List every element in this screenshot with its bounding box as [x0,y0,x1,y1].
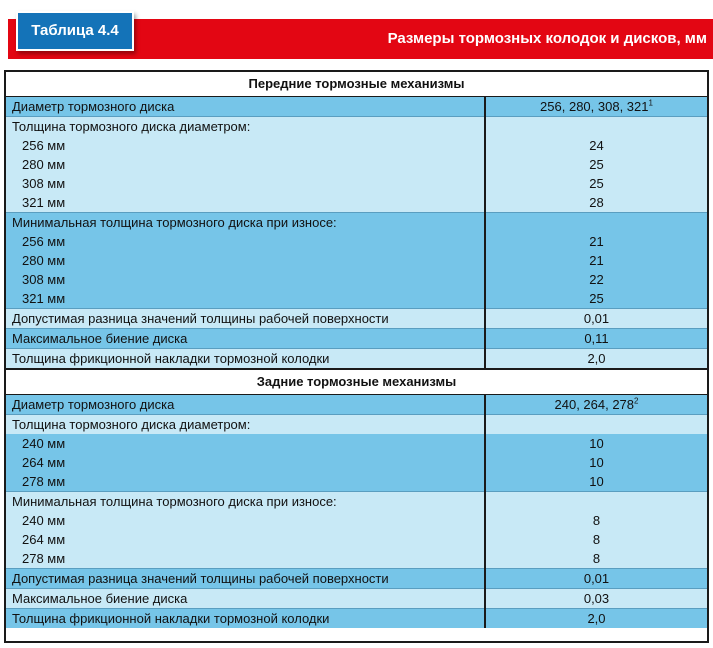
table-row [6,213,707,233]
row-label: Допустимая разница значений толщины рабочей поверхности [6,309,485,329]
row-value: 2,0 [485,609,707,629]
row-value: 25 [485,155,707,174]
row-label: 321 мм [6,193,485,213]
row-label: Диаметр тормозного диска [6,395,485,415]
row-value [485,213,707,233]
row-value [485,415,707,435]
row-label: 278 мм [6,549,485,569]
table-row [6,136,707,155]
row-value: 25 [485,174,707,193]
table-number-badge: Таблица 4.4 [16,11,134,51]
table-row [6,511,707,530]
row-label: 280 мм [6,155,485,174]
table-row [6,349,707,370]
table-row [6,434,707,453]
row-value: 10 [485,453,707,472]
row-label: Максимальное биение диска [6,329,485,349]
row-value [485,492,707,512]
row-label: Допустимая разница значений толщины рабочей поверхности [6,569,485,589]
row-label: 264 мм [6,453,485,472]
section-header-rear [6,369,707,395]
row-value: 10 [485,434,707,453]
row-label: 256 мм [6,136,485,155]
row-value: 10 [485,472,707,492]
table-row [6,193,707,213]
row-value: 8 [485,549,707,569]
section-header-front [6,72,707,97]
row-label: Минимальная толщина тормозного диска при износе: [6,492,485,512]
table-row [6,232,707,251]
table-title: Размеры тормозных колодок и дисков, мм [387,30,707,47]
row-label: 264 мм [6,530,485,549]
value-text: 256, 280, 308, 321 [540,99,649,114]
row-value: 28 [485,193,707,213]
table-row [6,472,707,492]
row-label: Толщина тормозного диска диаметром: [6,415,485,435]
row-value: 0,03 [485,589,707,609]
row-value: 21 [485,251,707,270]
row-label: 308 мм [6,174,485,193]
table-row [6,453,707,472]
row-value [485,395,707,415]
row-label: 240 мм [6,511,485,530]
table-row [6,289,707,309]
table-row [6,270,707,289]
row-value: 22 [485,270,707,289]
row-value: 0,01 [485,309,707,329]
table-row [6,589,707,609]
row-label: 278 мм [6,472,485,492]
table-row [6,97,707,117]
table-row [6,609,707,629]
table-row [6,549,707,569]
table-row [6,415,707,435]
row-value [485,97,707,117]
row-value: 8 [485,511,707,530]
table-row [6,395,707,415]
row-value: 24 [485,136,707,155]
row-label: Толщина фрикционной накладки тормозной колодки [6,349,485,370]
row-label: 256 мм [6,232,485,251]
table-row [6,309,707,329]
section-title: Задние тормозные механизмы [6,369,707,395]
row-value: 0,01 [485,569,707,589]
table-row [6,117,707,137]
table-row [6,530,707,549]
row-value: 25 [485,289,707,309]
table-row [6,251,707,270]
table-row [6,174,707,193]
table-row [6,569,707,589]
section-title: Передние тормозные механизмы [6,72,707,97]
row-value: 2,0 [485,349,707,370]
row-value [485,117,707,137]
row-label: Толщина тормозного диска диаметром: [6,117,485,137]
row-label: Минимальная толщина тормозного диска при износе: [6,213,485,233]
row-label: 240 мм [6,434,485,453]
row-label: 321 мм [6,289,485,309]
row-label: 308 мм [6,270,485,289]
brake-dimensions-table [4,70,709,643]
row-label: Диаметр тормозного диска [6,97,485,117]
value-text: 240, 264, 278 [554,397,635,412]
table-row [6,492,707,512]
row-value: 8 [485,530,707,549]
row-label: Максимальное биение диска [6,589,485,609]
footnote-mark: 2 [634,396,639,406]
table-row [6,155,707,174]
row-value: 0,11 [485,329,707,349]
row-value: 21 [485,232,707,251]
row-label: Толщина фрикционной накладки тормозной колодки [6,609,485,629]
footnote-mark: 1 [648,98,653,108]
table-row [6,329,707,349]
row-label: 280 мм [6,251,485,270]
